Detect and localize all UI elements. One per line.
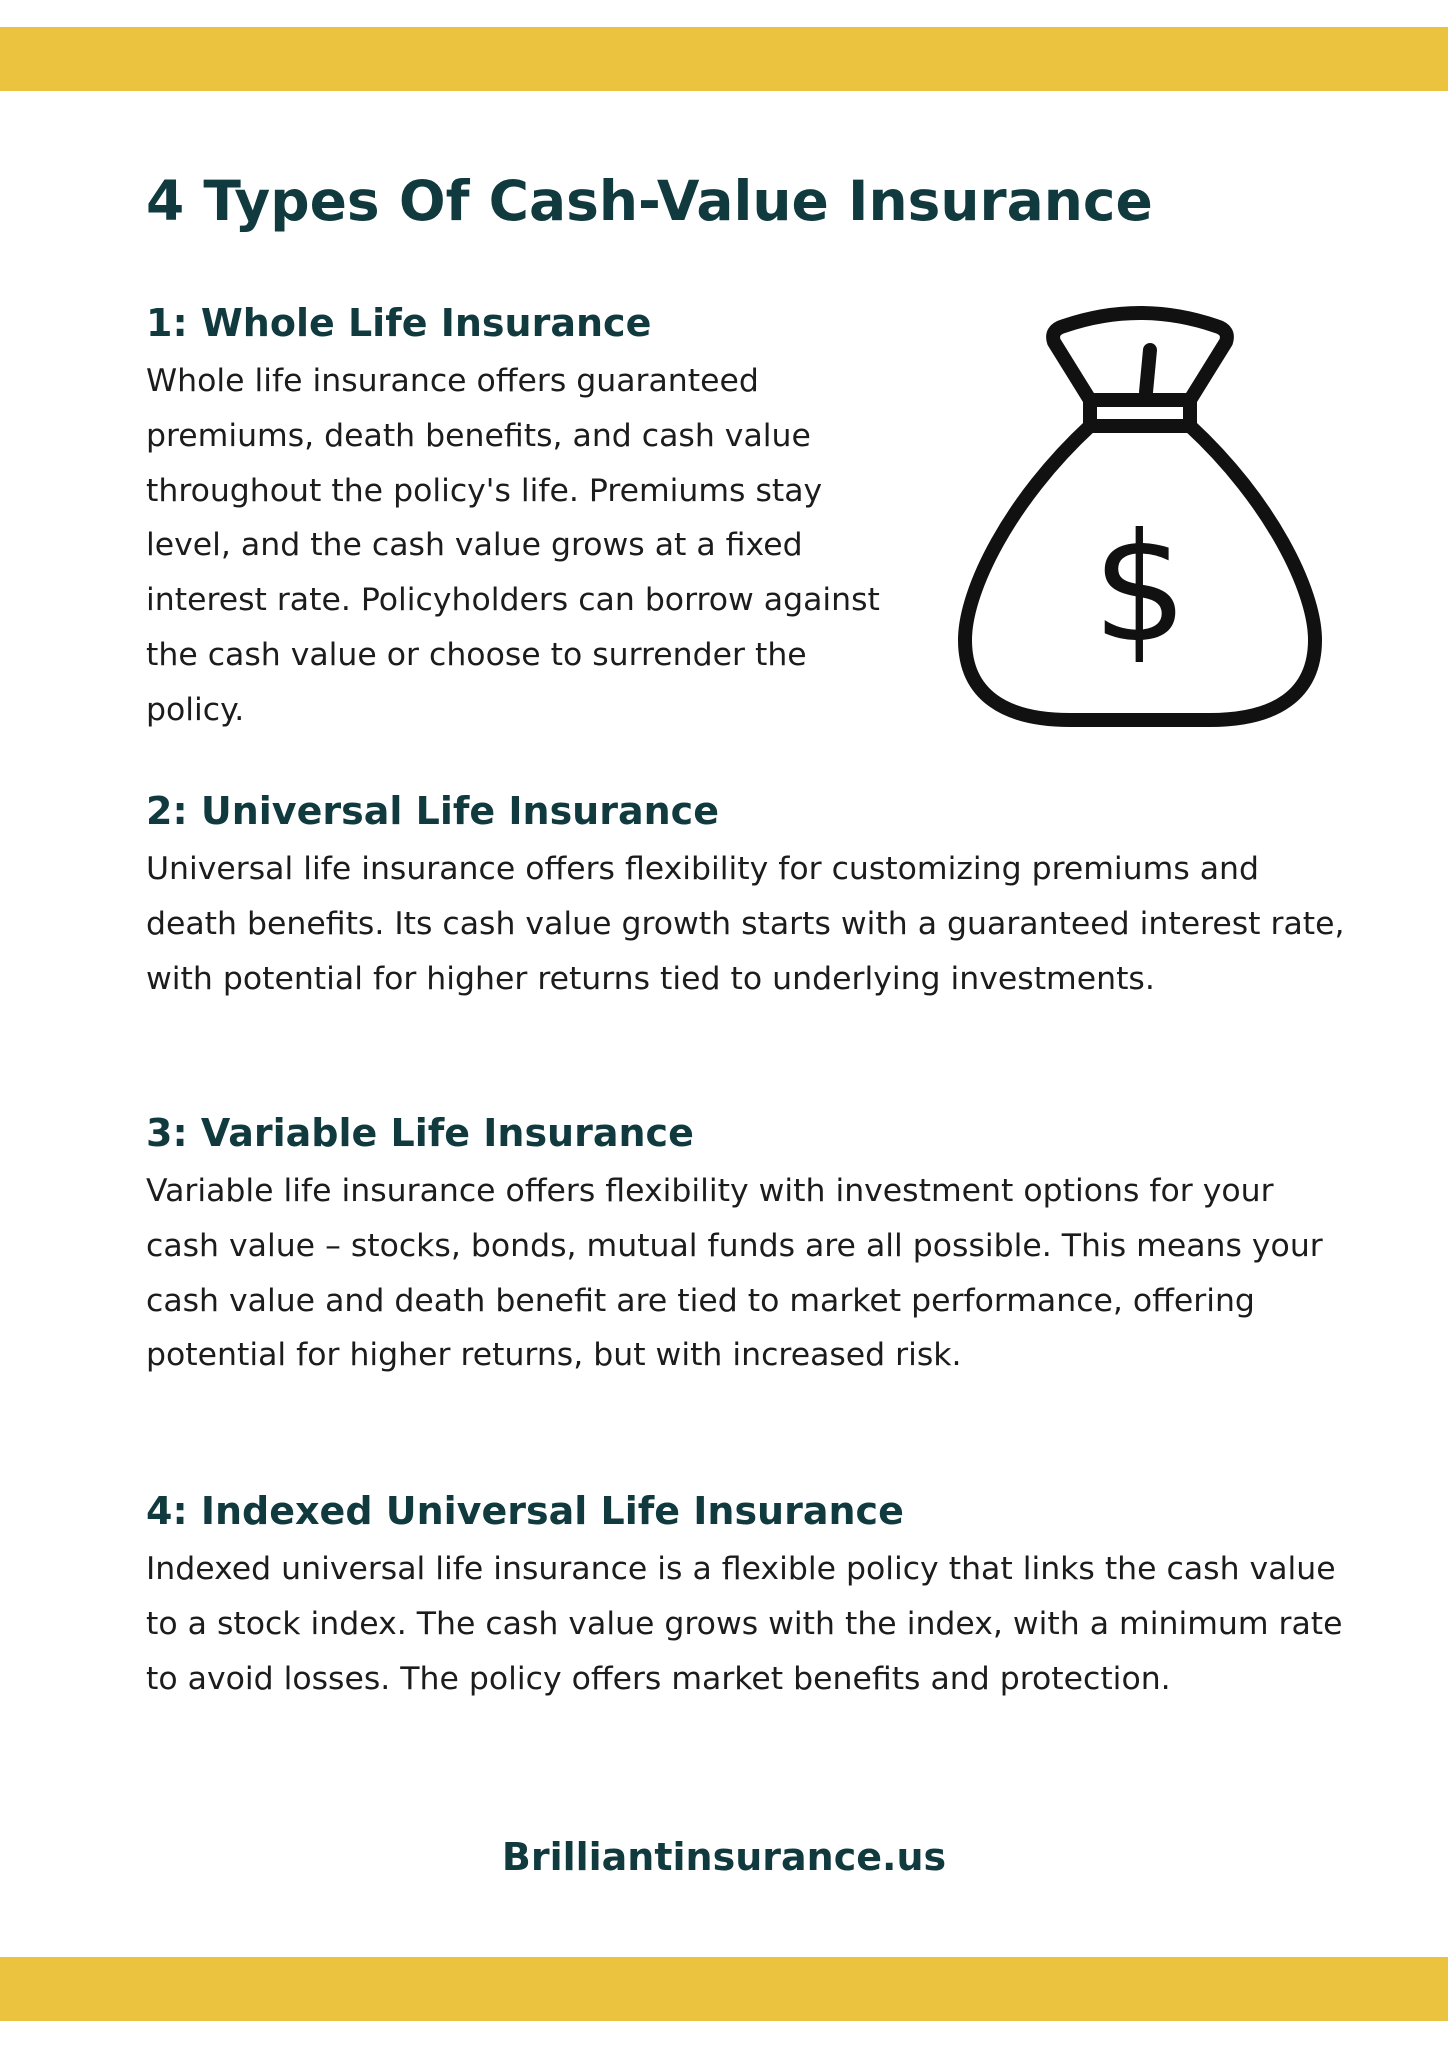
footer-brand: Brilliantinsurance.us	[501, 1835, 947, 1879]
section-heading: 4: Indexed Universal Life Insurance	[146, 1489, 904, 1533]
section-body: Whole life insurance offers guaranteed premiums, death benefits, and cash value throughout the policy's life. Premiums stay level, and the cash value grows at a fixed interest rate. Policyholders can borrow against the cash value or choose to surrender the policy.	[146, 363, 880, 728]
top-band	[0, 27, 1448, 91]
page-title: 4 Types Of Cash-Value Insurance	[146, 169, 1153, 233]
section-heading: 3: Variable Life Insurance	[146, 1111, 694, 1155]
section-body: Variable life insurance offers flexibility with investment options for your cash value – stocks, bonds, mutual funds are all possible. This means your cash value and death benefit are tied to market performance, offering potential for higher returns, but with increased risk.	[146, 1173, 1323, 1374]
section-body: Indexed universal life insurance is a flexible policy that links the cash value to a stock index. The cash value grows with the index, with a minimum rate to avoid losses. The policy offers market benefits and protection.	[146, 1551, 1343, 1697]
bottom-band	[0, 1957, 1448, 2021]
section-variable-life	[146, 1108, 1346, 1383]
section-body: Universal life insurance offers flexibility for customizing premiums and death benefits. Its cash value growth starts with a guaranteed interest rate, with potential for higher returns tied to underlying investments.	[146, 851, 1345, 997]
dollar-sign: $	[1092, 502, 1188, 676]
section-universal-life	[146, 786, 1346, 1006]
section-heading: 1: Whole Life Insurance	[146, 301, 652, 345]
money-bag-icon	[950, 300, 1330, 736]
section-whole-life	[146, 298, 906, 738]
section-heading: 2: Universal Life Insurance	[146, 789, 719, 833]
section-indexed-universal-life	[146, 1486, 1346, 1706]
